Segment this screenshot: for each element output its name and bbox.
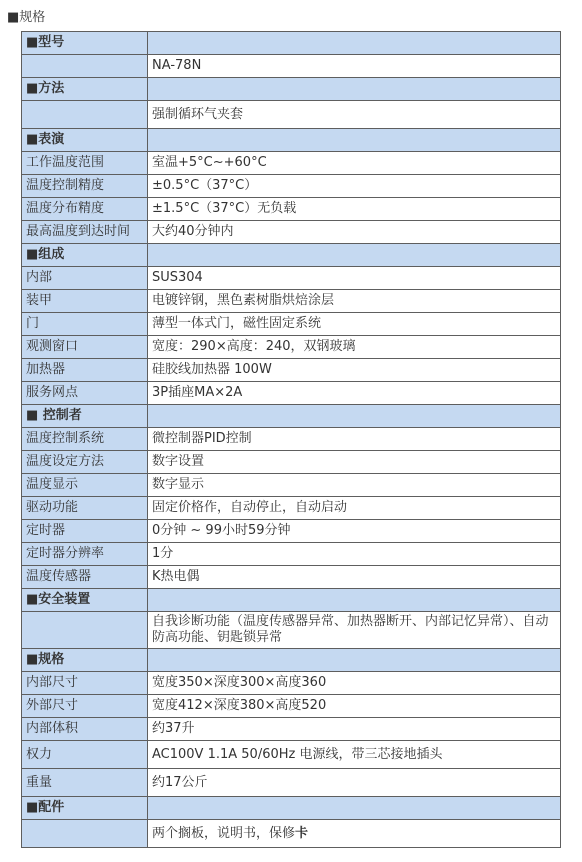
row-label: 温度传感器 [22, 566, 148, 589]
row-value: 0分钟 ~ 99小时59分钟 [148, 520, 561, 543]
row-value: 大约40分钟内 [148, 221, 561, 244]
section-title: ■方法 [22, 78, 148, 101]
row-label: 服务网点 [22, 382, 148, 405]
section-spacer [148, 405, 561, 428]
section-safety [22, 589, 561, 612]
row-value-text-bold: 卡 [295, 825, 309, 841]
row-value: 薄型一体式门，磁性固定系统 [148, 313, 561, 336]
section-specs [22, 649, 561, 672]
row-label: 驱动功能 [22, 497, 148, 520]
row-label: 工作温度范围 [22, 152, 148, 175]
section-title: ■安全装置 [22, 589, 148, 612]
row-value: 室温+5°C~+60°C [148, 152, 561, 175]
page-heading: ■规格 [7, 10, 46, 25]
row-value: ±1.5°C（37°C）无负载 [148, 198, 561, 221]
table-row [22, 221, 561, 244]
row-value [148, 820, 561, 848]
row-label: 内部尺寸 [22, 672, 148, 695]
section-spacer [148, 32, 561, 55]
section-composition [22, 244, 561, 267]
row-label: 外部尺寸 [22, 695, 148, 718]
table-row [22, 543, 561, 566]
row-value: ±0.5°C（37°C） [148, 175, 561, 198]
table-row [22, 566, 561, 589]
table-row [22, 695, 561, 718]
table-row [22, 101, 561, 129]
table-row [22, 741, 561, 769]
section-spacer [148, 78, 561, 101]
section-spacer [148, 797, 561, 820]
section-title: ■表演 [22, 129, 148, 152]
section-method [22, 78, 561, 101]
table-row [22, 474, 561, 497]
table-row [22, 497, 561, 520]
row-value: NA-78N [148, 55, 561, 78]
table-row [22, 198, 561, 221]
table-row [22, 451, 561, 474]
row-label [22, 612, 148, 649]
row-label [22, 55, 148, 78]
row-value: SUS304 [148, 267, 561, 290]
row-value: 1分 [148, 543, 561, 566]
row-value: 电镀锌钢，黑色素树脂烘焙涂层 [148, 290, 561, 313]
table-row [22, 175, 561, 198]
row-value: 3P插座MA×2A [148, 382, 561, 405]
row-value: 宽度350×深度300×高度360 [148, 672, 561, 695]
row-label: 温度控制系统 [22, 428, 148, 451]
row-value: 数字设置 [148, 451, 561, 474]
row-value: 宽度：290×高度：240，双钢玻璃 [148, 336, 561, 359]
section-title: ■组成 [22, 244, 148, 267]
section-spacer [148, 589, 561, 612]
row-value: AC100V 1.1A 50/60Hz 电源线，带三芯接地插头 [148, 741, 561, 769]
section-title: ■型号 [22, 32, 148, 55]
row-value: 自我诊断功能（温度传感器异常、加热器断开、内部记忆异常）、自动防高功能、钥匙锁异常 [148, 612, 561, 649]
table-row [22, 820, 561, 848]
table-row [22, 612, 561, 649]
row-label [22, 101, 148, 129]
row-label: 权力 [22, 741, 148, 769]
row-label: 定时器 [22, 520, 148, 543]
row-value: 约17公斤 [148, 769, 561, 797]
row-label: 观测窗口 [22, 336, 148, 359]
row-label: 温度显示 [22, 474, 148, 497]
section-title: ■配件 [22, 797, 148, 820]
table-row [22, 382, 561, 405]
section-title: ■ 控制者 [22, 405, 148, 428]
table-row [22, 520, 561, 543]
row-label: 温度控制精度 [22, 175, 148, 198]
table-row [22, 769, 561, 797]
row-value-text: 两个搁板，说明书，保修 [152, 825, 296, 841]
row-label: 定时器分辨率 [22, 543, 148, 566]
table-row [22, 267, 561, 290]
row-value: 数字显示 [148, 474, 561, 497]
section-accessories [22, 797, 561, 820]
table-row [22, 359, 561, 382]
row-label: 加热器 [22, 359, 148, 382]
row-value: 硅胶线加热器 100W [148, 359, 561, 382]
table-row [22, 672, 561, 695]
section-model [22, 32, 561, 55]
section-spacer [148, 244, 561, 267]
row-label: 装甲 [22, 290, 148, 313]
row-value: 微控制器PID控制 [148, 428, 561, 451]
row-label: 内部 [22, 267, 148, 290]
row-label: 重量 [22, 769, 148, 797]
section-spacer [148, 649, 561, 672]
table-row [22, 336, 561, 359]
table-row [22, 55, 561, 78]
table-row [22, 313, 561, 336]
row-value: 宽度412×深度380×高度520 [148, 695, 561, 718]
table-row [22, 718, 561, 741]
row-label: 内部体积 [22, 718, 148, 741]
row-value: 固定价格作，自动停止，自动启动 [148, 497, 561, 520]
row-value: K热电偶 [148, 566, 561, 589]
row-label [22, 820, 148, 848]
row-value: 强制循环气夹套 [148, 101, 561, 129]
row-value: 约37升 [148, 718, 561, 741]
table-row [22, 290, 561, 313]
row-label: 门 [22, 313, 148, 336]
section-performance [22, 129, 561, 152]
section-controller [22, 405, 561, 428]
section-title: ■规格 [22, 649, 148, 672]
row-label: 温度设定方法 [22, 451, 148, 474]
row-label: 温度分布精度 [22, 198, 148, 221]
row-label: 最高温度到达时间 [22, 221, 148, 244]
table-row [22, 152, 561, 175]
table-row [22, 428, 561, 451]
section-spacer [148, 129, 561, 152]
spec-table [21, 31, 561, 848]
